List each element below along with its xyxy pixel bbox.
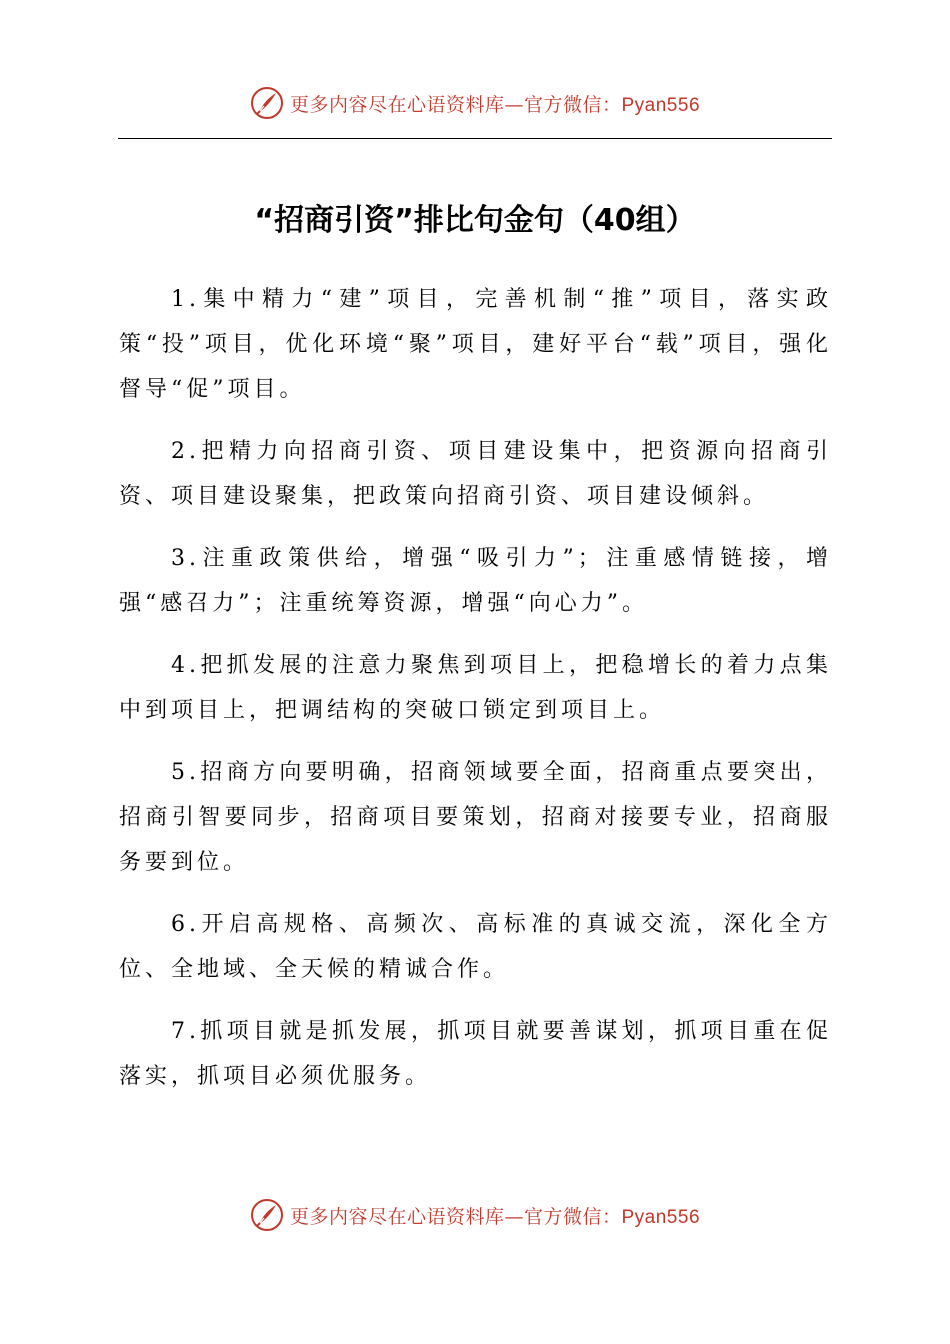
wechat-id: Pyan556 [621,1206,701,1228]
quill-pen-logo-icon [250,1198,284,1232]
paragraph-7: 7.抓项目就是抓发展，抓项目就要善谋划，抓项目重在促落实，抓项目必须优服务。 [119,1019,832,1089]
paragraph-5: 5.招商方向要明确，招商领域要全面，招商重点要突出，招商引智要同步，招商项目要策划，招商对接要专业，招商服务要到位。 [119,760,832,875]
banner-text [290,1202,700,1229]
header-banner [0,83,950,123]
banner-slogan: 更多内容尽在心语资料库— [289,93,524,116]
wechat-label: 官方微信： [523,93,622,116]
wechat-label: 官方微信： [523,1205,622,1228]
paragraph-1: 1.集中精力“建”项目，完善机制“推”项目，落实政策“投”项目，优化环境“聚”项目，建好平台“载”项目，强化督导“促”项目。 [119,287,832,402]
paragraph-6: 6.开启高规格、高频次、高标准的真诚交流，深化全方位、全地域、全天候的精诚合作。 [119,912,832,982]
header-divider [118,138,832,139]
banner-text [290,90,700,117]
paragraph-3: 3.注重政策供给，增强“吸引力”；注重感情链接，增强“感召力”；注重统筹资源，增强“向心力”。 [119,546,832,616]
paragraph-4: 4.把抓发展的注意力聚焦到项目上，把稳增长的着力点集中到项目上，把调结构的突破口锁定到项目上。 [119,653,832,723]
document-title: “招商引资”排比句金句（40组） [254,203,696,238]
footer-banner [0,1195,950,1235]
paragraph-2: 2.把精力向招商引资、项目建设集中，把资源向招商引资、项目建设聚集，把政策向招商引资、项目建设倾斜。 [119,439,832,509]
document-body [119,277,832,1116]
banner-slogan: 更多内容尽在心语资料库— [289,1205,524,1228]
quill-pen-logo-icon [250,86,284,120]
wechat-id: Pyan556 [621,94,701,116]
